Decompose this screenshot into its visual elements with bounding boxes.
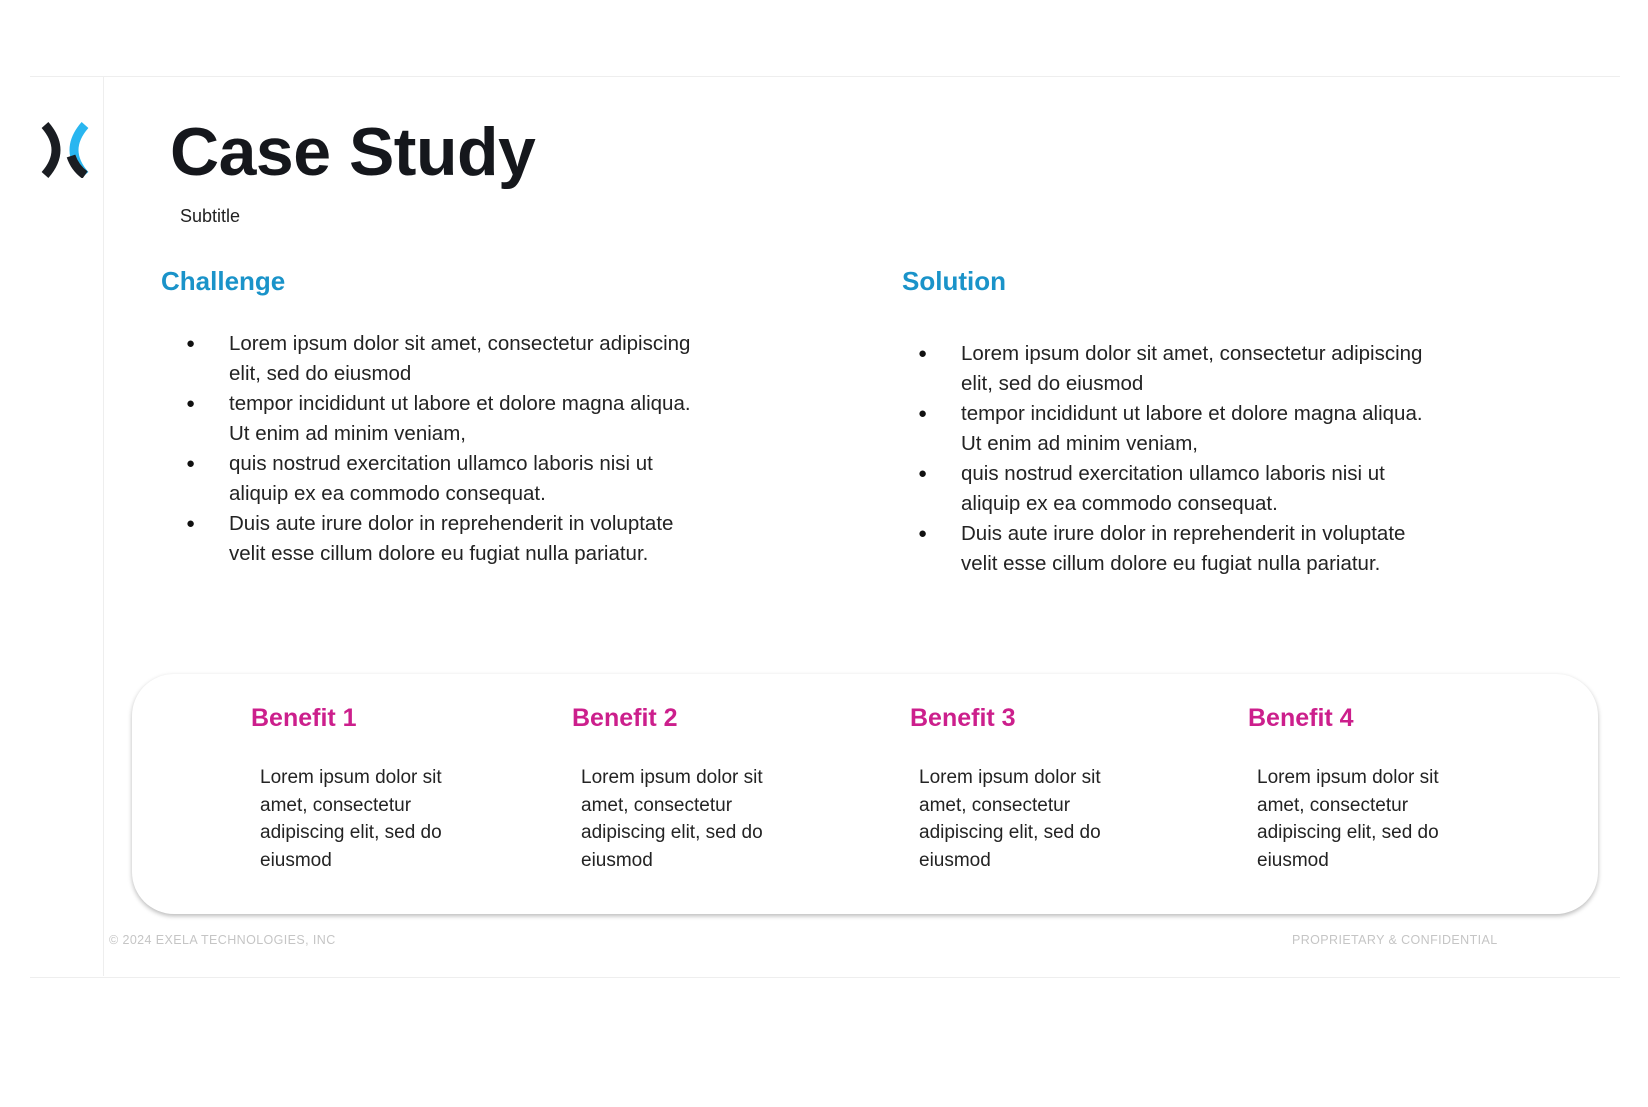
benefit-heading: Benefit 3: [910, 704, 1016, 732]
benefit-heading: Benefit 1: [251, 704, 357, 732]
list-item: ● tempor incididunt ut labore et dolore magna aliqua. Ut enim ad minim veniam,: [161, 389, 701, 449]
footer-copyright: © 2024 EXELA TECHNOLOGIES, INC: [109, 933, 336, 947]
left-divider: [103, 76, 104, 976]
benefit-text: Lorem ipsum dolor sit amet, consectetur adipiscing elit, sed do eiusmod: [581, 767, 763, 871]
benefit-text: Lorem ipsum dolor sit amet, consectetur adipiscing elit, sed do eiusmod: [260, 767, 442, 871]
solution-list: [893, 339, 1433, 579]
list-item: ● Duis aute irure dolor in reprehenderit in voluptate velit esse cillum dolore eu fugiat nulla pariatur.: [893, 519, 1433, 579]
benefit-heading: Benefit 4: [1248, 704, 1354, 732]
list-item: ● quis nostrud exercitation ullamco laboris nisi ut aliquip ex ea commodo consequat.: [893, 459, 1433, 519]
list-item: ● tempor incididunt ut labore et dolore magna aliqua. Ut enim ad minim veniam,: [893, 399, 1433, 459]
list-item: ● quis nostrud exercitation ullamco laboris nisi ut aliquip ex ea commodo consequat.: [161, 449, 701, 509]
list-item: ● Lorem ipsum dolor sit amet, consectetur adipiscing elit, sed do eiusmod: [161, 329, 701, 389]
benefits-panel: [132, 674, 1598, 914]
list-item: ● Lorem ipsum dolor sit amet, consectetur adipiscing elit, sed do eiusmod: [893, 339, 1433, 399]
benefit-heading: Benefit 2: [572, 704, 678, 732]
challenge-heading: Challenge: [161, 266, 286, 296]
benefit-text: Lorem ipsum dolor sit amet, consectetur adipiscing elit, sed do eiusmod: [919, 767, 1101, 871]
challenge-list: [161, 329, 701, 569]
list-item: ● Duis aute irure dolor in reprehenderit in voluptate velit esse cillum dolore eu fugiat nulla pariatur.: [161, 509, 701, 569]
exela-logo-icon: [40, 122, 90, 178]
page-title: Case Study: [170, 114, 536, 190]
benefit-text: Lorem ipsum dolor sit amet, consectetur adipiscing elit, sed do eiusmod: [1257, 767, 1439, 871]
footer-confidential: PROPRIETARY & CONFIDENTIAL: [1292, 933, 1498, 947]
page-subtitle: Subtitle: [180, 206, 241, 226]
solution-heading: Solution: [902, 266, 1006, 296]
